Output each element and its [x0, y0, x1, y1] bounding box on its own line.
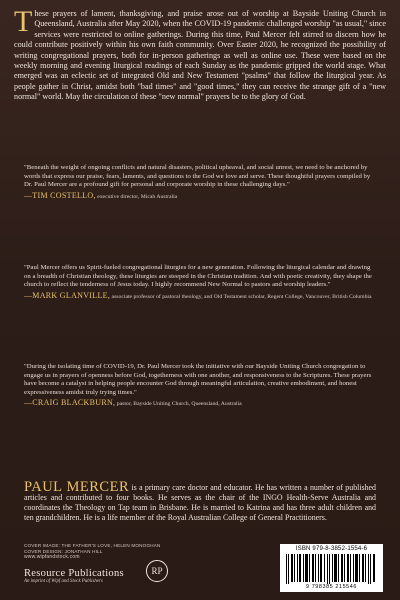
endorser-name: —TIM COSTELLO,	[24, 190, 96, 200]
publisher-logo-icon: RP	[146, 560, 168, 582]
endorsement-1	[24, 164, 376, 201]
publisher-block	[24, 568, 224, 584]
author-name: PAUL MERCER	[24, 479, 130, 495]
endorser-role: pastor, Bayside Uniting Church, Queensland, Australia	[115, 401, 242, 408]
cover-blurb	[14, 5, 386, 103]
endorsement-3	[24, 363, 376, 409]
publisher-imprint: An imprint of Wipf and Stock Publishers	[24, 579, 103, 584]
endorsement-attribution	[24, 399, 376, 409]
endorser-role: executive director, Micah Australia	[95, 193, 178, 200]
endorsement-quote: "During the isolating time of COVID-19, Dr. Paul Mercer took the initiative with our Bayside Uniting Church congregation to engage us in prayers of openness before God, togetherness with one another, and responsiveness to the Scriptures. These prayers have become a catalyst in helping people encounter God through meaningful articulation, creative embodiment, and honest expressiveness amidst truly trying times."	[24, 363, 372, 396]
endorsement-2	[24, 264, 376, 301]
endorser-role: associate professor of pastoral theology, and Old Testament scholar, Regent College, Vancouver, British Columbia	[110, 293, 372, 300]
endorsement-attribution	[24, 192, 376, 202]
author-bio	[24, 479, 376, 523]
cover-image-credit: COVER IMAGE: THE FATHER'S LOVE, HELEN MONOGHAN	[24, 543, 161, 548]
endorsement-quote: "Paul Mercer offers us Spirit-fueled congregational liturgies for a new generation. Following the liturgical calendar and drawing on a breadth of Christian theology, these liturgies are steeped in the Christian tradition. And with poetic creativity, they shape the church to reflect the tenderness of Jesus today. I highly recommend New Normal to pastors and worship leaders."	[24, 264, 372, 289]
drop-cap: T	[14, 5, 33, 38]
blurb-text: hese prayers of lament, thanksgiving, and praise arose out of worship at Bayside Uniting Church in Queensland, Australia after May 2020, when the COVID-19 pandemic challenged worship "as usual," since services were restricted to online gatherings. During this time, Paul Mercer felt stirred to discern how he could contribute positively within his own faith community. Over Easter 2020, he recognized the possibility of writing congregational prayers, both for in-person gatherings as well as online use. These were based on the weekly morning and evening liturgical readings of each Sunday as the pandemic gripped the world stage. What emerged was an eclectic set of integrated Old and New Testament "psalms" that follow the liturgical year. As people gather in Christ, amidst both "bad times" and "good times," they can receive the strange gift of a "new normal" world. May the circulation of these "new normal" prayers be to the glory of God.	[14, 9, 386, 102]
endorser-name: —CRAIG BLACKBURN,	[24, 398, 116, 408]
publisher-name: Resource Publications	[24, 568, 124, 579]
isbn-number: ISBN 979-8-3852-1554-6	[295, 546, 368, 552]
cover-credits	[24, 543, 224, 561]
cover-design-credit: COVER DESIGN: JONATHAN HILL	[24, 548, 103, 554]
barcode-bars	[286, 554, 377, 584]
author-bio-text: is a primary care doctor and educator. He has written a number of published articles and contributed to four books. He serves as the chair of the INGO Health-Serve Australia and coordinates the Theology on Tap team in Brisbane. He is married to Katrina and has three adult children and ten grandchildren. He is a life member of the Royal Australian College of General Practitioners.	[24, 483, 376, 522]
endorser-name: —MARK GLANVILLE,	[24, 290, 111, 300]
isbn-barcode	[280, 544, 383, 592]
endorsement-attribution	[24, 292, 376, 302]
barcode-digits: 9 798385 215546	[306, 584, 357, 590]
endorsement-quote: "Beneath the weight of ongoing conflicts and natural disasters, political upheaval, and social unrest, we need to be anchored by words that express our praise, fears, laments, and questions to the God we love and serve. These thoughtful prayers compiled by Dr. Paul Mercer are a profound gift for personal and corporate worship in these challenging days."	[24, 164, 371, 189]
publisher-website: www.wipfandstock.com	[24, 554, 80, 561]
